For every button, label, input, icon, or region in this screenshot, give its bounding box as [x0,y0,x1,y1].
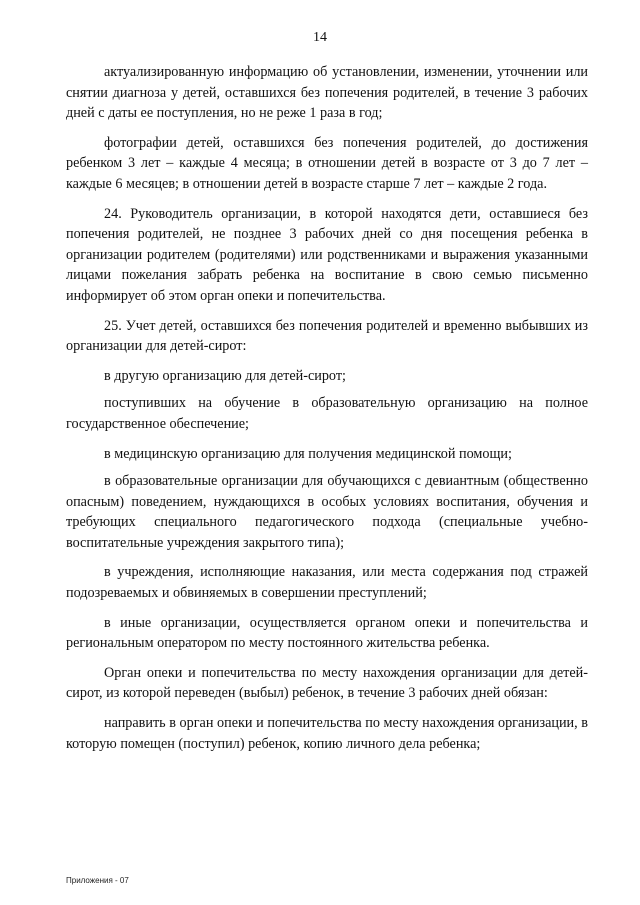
paragraph: 25. Учет детей, оставшихся без попечения родителей и временно выбывших из организации для детей-сирот: [66,317,588,355]
paragraph: в учреждения, исполняющие наказания, или места содержания под стражей подозреваемых и обвиняемых в совершении преступлений; [66,564,588,602]
footer-label: Приложения - 07 [66,876,129,885]
page-number: 14 [313,30,327,45]
paragraph: поступивших на обучение в образовательную организацию на полное государственное обеспечение; [66,395,588,432]
paragraph: в другую организацию для детей-сирот; [104,367,346,384]
paragraph: направить в орган опеки и попечительства по месту нахождения организации, в которую помещен (поступил) ребенок, копию личного дела ребенка; [66,715,588,752]
paragraph: в иные организации, осуществляется органом опеки и попечительства и региональным оператором по месту постоянного жительства ребенка. [66,614,588,652]
document-body [66,62,588,763]
paragraph: в образовательные организации для обучающихся с девиантным (общественно опасным) поведением, нуждающихся в особых условиях воспитания, обучения и требующих специального педагогического подхода (специальные учебно-воспитательные учреждения закрытого типа); [66,473,588,551]
paragraph: Орган опеки и попечительства по месту нахождения организации для детей-сирот, из которой переведен (выбыл) ребенок, в течение 3 рабочих дней обязан: [66,664,588,702]
paragraph: актуализированную информацию об установлении, изменении, уточнении или снятии диагноза у детей, оставшихся без попечения родителей, в течение 3 рабочих дней с даты ее поступления, но не реже 1 раза в год; [66,64,588,122]
paragraph: 24. Руководитель организации, в которой находятся дети, оставшиеся без попечения родителей, не позднее 3 рабочих дней со дня посещения ребенка в организации родителем (родителями) или родственниками и выражения указанными лицами пожелания забрать ребенка на воспитание в свою семью письменно информирует об этом орган опеки и попечительства. [66,205,588,304]
paragraph: в медицинскую организацию для получения медицинской помощи; [104,445,512,462]
paragraph: фотографии детей, оставшихся без попечения родителей, до достижения ребенком 3 лет – каждые 4 месяца; в отношении детей в возрасте от 3 до 7 лет – каждые 6 месяцев; в отношении детей в возрасте старше 7 лет – каждые 2 года. [66,134,588,192]
